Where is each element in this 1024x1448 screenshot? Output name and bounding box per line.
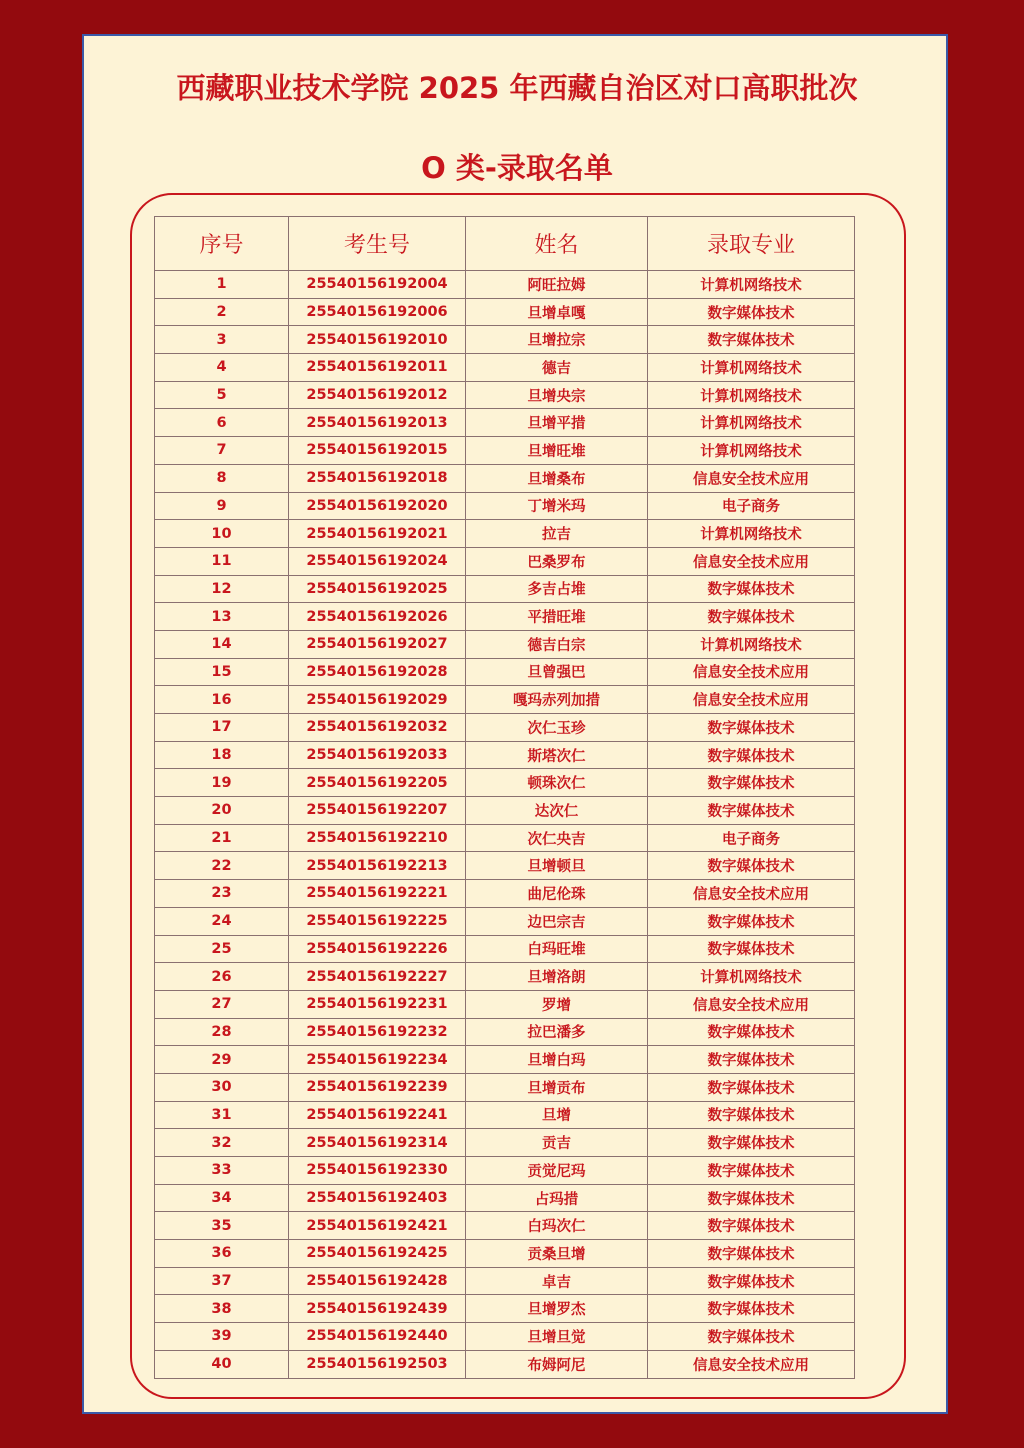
cell-major: 信息安全技术应用 [648,658,855,686]
cell-serial: 2 [155,298,289,326]
cell-exam-number: 25540156192314 [289,1129,466,1157]
table-row [155,1184,855,1212]
cell-serial: 26 [155,963,289,991]
header-major: 录取专业 [648,217,855,271]
table-row [155,1018,855,1046]
cell-name: 平措旺堆 [466,603,648,631]
table-row [155,271,855,299]
cell-exam-number: 25540156192439 [289,1295,466,1323]
cell-serial: 16 [155,686,289,714]
cell-major: 数字媒体技术 [648,797,855,825]
cell-major: 信息安全技术应用 [648,990,855,1018]
cell-major: 数字媒体技术 [648,298,855,326]
cell-serial: 10 [155,520,289,548]
cell-serial: 19 [155,769,289,797]
table-row [155,1212,855,1240]
table-row [155,852,855,880]
cell-major: 数字媒体技术 [648,852,855,880]
table-row [155,741,855,769]
cell-name: 旦增罗杰 [466,1295,648,1323]
table-row [155,575,855,603]
cell-name: 德吉白宗 [466,630,648,658]
cell-exam-number: 25540156192213 [289,852,466,880]
cell-major: 信息安全技术应用 [648,880,855,908]
cell-major: 数字媒体技术 [648,714,855,742]
table-row [155,381,855,409]
cell-serial: 33 [155,1157,289,1185]
table-row [155,1267,855,1295]
cell-exam-number: 25540156192225 [289,907,466,935]
table-row [155,1073,855,1101]
table-row [155,907,855,935]
document-subtitle: O 类-录取名单 [421,151,613,185]
cell-exam-number: 25540156192006 [289,298,466,326]
cell-major: 信息安全技术应用 [648,547,855,575]
cell-serial: 32 [155,1129,289,1157]
table-row [155,520,855,548]
cell-exam-number: 25540156192421 [289,1212,466,1240]
cell-major: 数字媒体技术 [648,1018,855,1046]
cell-exam-number: 25540156192425 [289,1240,466,1268]
admission-table [154,216,855,1379]
cell-name: 卓吉 [466,1267,648,1295]
cell-exam-number: 25540156192210 [289,824,466,852]
cell-serial: 8 [155,464,289,492]
cell-serial: 28 [155,1018,289,1046]
cell-exam-number: 25540156192226 [289,935,466,963]
cell-name: 拉吉 [466,520,648,548]
cell-exam-number: 25540156192227 [289,963,466,991]
cell-exam-number: 25540156192028 [289,658,466,686]
table-row [155,1101,855,1129]
cell-major: 数字媒体技术 [648,1295,855,1323]
cell-exam-number: 25540156192033 [289,741,466,769]
cell-major: 计算机网络技术 [648,520,855,548]
cell-exam-number: 25540156192013 [289,409,466,437]
cell-name: 旦增卓嘎 [466,298,648,326]
cell-exam-number: 25540156192027 [289,630,466,658]
cell-serial: 14 [155,630,289,658]
cell-major: 信息安全技术应用 [648,686,855,714]
cell-major: 数字媒体技术 [648,326,855,354]
cell-exam-number: 25540156192011 [289,354,466,382]
cell-name: 贡吉 [466,1129,648,1157]
cell-major: 数字媒体技术 [648,1184,855,1212]
cell-serial: 24 [155,907,289,935]
header-exam-number: 考生号 [289,217,466,271]
cell-exam-number: 25540156192021 [289,520,466,548]
cell-name: 多吉占堆 [466,575,648,603]
cell-name: 旦增旺堆 [466,437,648,465]
cell-major: 数字媒体技术 [648,1073,855,1101]
cell-serial: 25 [155,935,289,963]
cell-major: 数字媒体技术 [648,907,855,935]
table-row [155,1240,855,1268]
cell-serial: 23 [155,880,289,908]
cell-serial: 38 [155,1295,289,1323]
document-paper [82,34,948,1414]
cell-serial: 20 [155,797,289,825]
cell-serial: 5 [155,381,289,409]
cell-major: 计算机网络技术 [648,630,855,658]
table-row [155,1157,855,1185]
cell-serial: 3 [155,326,289,354]
cell-name: 旦增平措 [466,409,648,437]
table-row [155,990,855,1018]
cell-name: 白玛旺堆 [466,935,648,963]
cell-serial: 12 [155,575,289,603]
cell-exam-number: 25540156192018 [289,464,466,492]
cell-name: 旦增桑布 [466,464,648,492]
cell-name: 次仁央吉 [466,824,648,852]
cell-major: 数字媒体技术 [648,769,855,797]
cell-major: 计算机网络技术 [648,409,855,437]
cell-serial: 6 [155,409,289,437]
cell-name: 旦增白玛 [466,1046,648,1074]
table-row [155,658,855,686]
table-row [155,437,855,465]
cell-name: 嘎玛赤列加措 [466,686,648,714]
cell-major: 数字媒体技术 [648,1212,855,1240]
cell-exam-number: 25540156192239 [289,1073,466,1101]
table-row [155,935,855,963]
cell-name: 曲尼伦珠 [466,880,648,908]
cell-exam-number: 25540156192231 [289,990,466,1018]
header-serial: 序号 [155,217,289,271]
cell-serial: 31 [155,1101,289,1129]
cell-name: 旦增旦觉 [466,1323,648,1351]
cell-name: 斯塔次仁 [466,741,648,769]
cell-serial: 7 [155,437,289,465]
cell-exam-number: 25540156192029 [289,686,466,714]
cell-exam-number: 25540156192234 [289,1046,466,1074]
cell-serial: 21 [155,824,289,852]
cell-exam-number: 25540156192503 [289,1350,466,1378]
table-row [155,298,855,326]
cell-exam-number: 25540156192004 [289,271,466,299]
cell-exam-number: 25540156192032 [289,714,466,742]
cell-exam-number: 25540156192221 [289,880,466,908]
cell-name: 丁增米玛 [466,492,648,520]
table-row [155,1046,855,1074]
document-title: 西藏职业技术学院 2025 年西藏自治区对口高职批次 [176,71,858,105]
table-row [155,1295,855,1323]
cell-serial: 13 [155,603,289,631]
cell-major: 信息安全技术应用 [648,464,855,492]
cell-name: 旦增顿旦 [466,852,648,880]
cell-name: 旦增拉宗 [466,326,648,354]
cell-exam-number: 25540156192026 [289,603,466,631]
cell-exam-number: 25540156192010 [289,326,466,354]
cell-name: 布姆阿尼 [466,1350,648,1378]
cell-serial: 39 [155,1323,289,1351]
table-row [155,686,855,714]
cell-name: 白玛次仁 [466,1212,648,1240]
table-header-row [155,217,855,271]
cell-exam-number: 25540156192015 [289,437,466,465]
cell-serial: 22 [155,852,289,880]
cell-serial: 18 [155,741,289,769]
cell-major: 信息安全技术应用 [648,1350,855,1378]
header-name: 姓名 [466,217,648,271]
cell-serial: 1 [155,271,289,299]
cell-name: 达次仁 [466,797,648,825]
cell-exam-number: 25540156192024 [289,547,466,575]
cell-name: 贡觉尼玛 [466,1157,648,1185]
table-row [155,797,855,825]
table-row [155,714,855,742]
cell-exam-number: 25540156192205 [289,769,466,797]
cell-name: 阿旺拉姆 [466,271,648,299]
cell-serial: 15 [155,658,289,686]
cell-serial: 27 [155,990,289,1018]
cell-exam-number: 25540156192241 [289,1101,466,1129]
cell-exam-number: 25540156192012 [289,381,466,409]
cell-serial: 35 [155,1212,289,1240]
cell-major: 计算机网络技术 [648,354,855,382]
cell-serial: 36 [155,1240,289,1268]
cell-name: 边巴宗吉 [466,907,648,935]
cell-major: 数字媒体技术 [648,1101,855,1129]
cell-name: 德吉 [466,354,648,382]
cell-serial: 11 [155,547,289,575]
cell-name: 旦增 [466,1101,648,1129]
table-row [155,547,855,575]
cell-name: 旦曾强巴 [466,658,648,686]
table-row [155,1129,855,1157]
cell-exam-number: 25540156192403 [289,1184,466,1212]
cell-serial: 9 [155,492,289,520]
cell-major: 数字媒体技术 [648,1129,855,1157]
cell-name: 顿珠次仁 [466,769,648,797]
cell-exam-number: 25540156192020 [289,492,466,520]
table-row [155,354,855,382]
cell-name: 拉巴潘多 [466,1018,648,1046]
table-row [155,409,855,437]
table-row [155,1350,855,1378]
cell-exam-number: 25540156192440 [289,1323,466,1351]
cell-name: 占玛措 [466,1184,648,1212]
cell-name: 次仁玉珍 [466,714,648,742]
cell-major: 计算机网络技术 [648,963,855,991]
cell-major: 数字媒体技术 [648,575,855,603]
cell-name: 罗增 [466,990,648,1018]
cell-major: 数字媒体技术 [648,1046,855,1074]
table-body [155,271,855,1379]
cell-name: 贡桑旦增 [466,1240,648,1268]
cell-serial: 37 [155,1267,289,1295]
cell-major: 数字媒体技术 [648,1240,855,1268]
cell-major: 数字媒体技术 [648,741,855,769]
table-row [155,963,855,991]
table-row [155,464,855,492]
table-row [155,824,855,852]
cell-major: 数字媒体技术 [648,935,855,963]
cell-major: 数字媒体技术 [648,1157,855,1185]
cell-exam-number: 25540156192232 [289,1018,466,1046]
cell-major: 计算机网络技术 [648,271,855,299]
cell-name: 旦增洛朗 [466,963,648,991]
cell-serial: 17 [155,714,289,742]
cell-name: 巴桑罗布 [466,547,648,575]
table-row [155,769,855,797]
table-row [155,326,855,354]
cell-serial: 4 [155,354,289,382]
cell-serial: 34 [155,1184,289,1212]
cell-serial: 40 [155,1350,289,1378]
cell-name: 旦增贡布 [466,1073,648,1101]
cell-major: 数字媒体技术 [648,1323,855,1351]
cell-serial: 29 [155,1046,289,1074]
table-row [155,1323,855,1351]
table-row [155,880,855,908]
cell-name: 旦增央宗 [466,381,648,409]
cell-major: 数字媒体技术 [648,1267,855,1295]
cell-exam-number: 25540156192428 [289,1267,466,1295]
cell-exam-number: 25540156192330 [289,1157,466,1185]
cell-major: 电子商务 [648,492,855,520]
cell-major: 计算机网络技术 [648,437,855,465]
cell-exam-number: 25540156192207 [289,797,466,825]
table-row [155,630,855,658]
cell-exam-number: 25540156192025 [289,575,466,603]
table-row [155,492,855,520]
cell-major: 电子商务 [648,824,855,852]
cell-major: 计算机网络技术 [648,381,855,409]
cell-serial: 30 [155,1073,289,1101]
cell-major: 数字媒体技术 [648,603,855,631]
table-row [155,603,855,631]
